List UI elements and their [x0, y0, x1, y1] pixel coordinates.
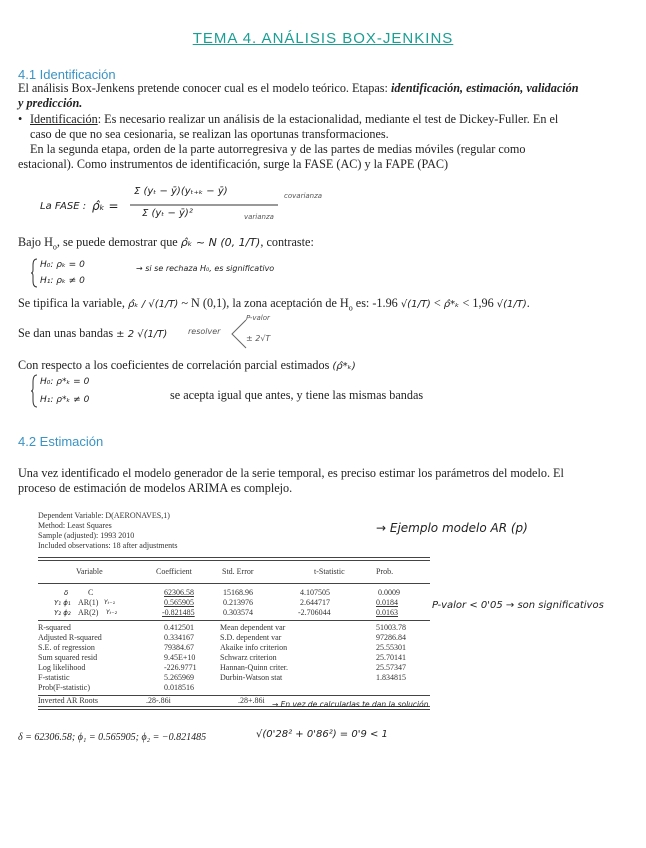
- stat-label: R-squared: [38, 623, 71, 632]
- identificacion-text: : Es necesario realizar un análisis de la estacionalidad, mediante el test de Dickey-Fuller. En el: [97, 112, 559, 126]
- cell-prob: 0.0163: [376, 608, 398, 617]
- tipifica-text-2: ~ N (0,1), la zona aceptación de H: [181, 296, 349, 310]
- fraction-bar: [130, 204, 280, 206]
- column-header: Coefficient: [156, 567, 192, 576]
- cell-variable: AR(1): [78, 598, 99, 607]
- intro-stages-end: y predicción.: [18, 96, 83, 110]
- tipifica-text: Se tipifica la variable,: [18, 296, 125, 310]
- h0-hypothesis: H₀: ρₖ = 0: [40, 260, 85, 270]
- stat-label: Akaike info criterion: [220, 643, 288, 652]
- stat-value: 25.57347: [376, 663, 406, 672]
- handwritten-lag: Yₜ₋₁: [104, 599, 116, 606]
- tipifica-line: [18, 296, 530, 315]
- stats-block: [38, 623, 430, 693]
- stat-value: 0.018516: [164, 683, 194, 692]
- bandas-line: [18, 326, 167, 342]
- stat-value: 0.334167: [164, 633, 194, 642]
- second-stage-text-2: estacional). Como instrumentos de identificación, surge la FASE (AC) y la FAPE (PAC): [18, 157, 449, 171]
- pvalor-annotation: P-valor < 0'05 → son significativos: [432, 600, 604, 611]
- table-row: [38, 598, 430, 608]
- h1-partial-hypothesis: H₁: ρ*ₖ ≠ 0: [40, 395, 90, 405]
- table-header-row: [38, 567, 430, 577]
- stat-label: Sum squared resid: [38, 653, 98, 662]
- bajo-distribution: ρ̂ₖ ~ N (0, 1/T): [180, 236, 261, 249]
- tipifica-lt: <: [433, 296, 441, 310]
- stats-row: [38, 663, 430, 673]
- identificacion-label: Identificación: [30, 112, 98, 126]
- brace-icon: [31, 258, 39, 288]
- stat-label: S.E. of regression: [38, 643, 95, 652]
- handwritten-param: δ: [64, 589, 69, 597]
- stat-value: 25.55301: [376, 643, 406, 652]
- meta-line: Method: Least Squares: [38, 521, 112, 530]
- parcial-line: [18, 358, 356, 374]
- fase-rho: ρ̂ₖ =: [92, 199, 119, 213]
- column-header: t-Statistic: [314, 567, 345, 576]
- cell-variable: C: [88, 588, 94, 597]
- meta-line: Sample (adjusted): 1993 2010: [38, 531, 135, 540]
- stats-row: [38, 623, 430, 633]
- stat-value: 79384.67: [164, 643, 194, 652]
- handwritten-param: Y₁ ϕ₁: [54, 599, 71, 607]
- stat-value: 1.834815: [376, 673, 406, 682]
- stat-label: F-statistic: [38, 673, 70, 682]
- column-header: Prob.: [376, 567, 394, 576]
- bajo-text: Bajo H: [18, 235, 53, 249]
- ejemplo-annotation: → Ejemplo modelo AR (p): [376, 521, 528, 535]
- tipifica-math: ρ̂ₖ / √(1/T): [127, 299, 179, 310]
- identificacion-text-2: caso de que no sea cesionaria, se realizan las oportunas transformaciones.: [30, 127, 389, 141]
- tipifica-math-2: √(1/T): [400, 299, 431, 310]
- h0-partial-hypothesis: H₀: ρ*ₖ = 0: [40, 377, 90, 387]
- stats-row: [38, 683, 430, 693]
- fase-numerator: Σ (yₜ − ȳ)(yₜ₊ₖ − ȳ): [134, 186, 228, 197]
- stats-row: [38, 633, 430, 643]
- stat-label: S.D. dependent var: [220, 633, 282, 642]
- roots-label: Inverted AR Roots: [38, 696, 98, 705]
- page-title: TEMA 4. ANÁLISIS BOX-JENKINS: [192, 30, 454, 47]
- bajo-sub: o: [52, 242, 57, 252]
- stat-value: 5.265969: [164, 673, 194, 682]
- table-row: [38, 608, 430, 618]
- cell-coefficient: 0.565905: [164, 598, 194, 607]
- h1-hypothesis: H₁: ρₖ ≠ 0: [40, 276, 85, 286]
- stat-value: 0.412501: [164, 623, 194, 632]
- table-double-rule: [38, 557, 430, 561]
- parcial-result: se acepta igual que antes, y tiene las mismas bandas: [170, 388, 424, 402]
- resolver-note: resolver: [188, 327, 221, 336]
- tipifica-end: .: [526, 296, 530, 310]
- cell-t-stat: 2.644717: [300, 598, 330, 607]
- stat-label: Mean dependent var: [220, 623, 286, 632]
- stat-label: Adjusted R-squared: [38, 633, 102, 642]
- brace-icon-2: [31, 374, 39, 408]
- bajo-text-2: , se puede demostrar que: [56, 235, 178, 249]
- fase-denominator: Σ (yₜ − ȳ)²: [142, 208, 193, 219]
- stat-value: 51003.78: [376, 623, 406, 632]
- cell-prob: 0.0009: [378, 588, 400, 597]
- tipifica-math-4: √(1/T): [496, 299, 527, 310]
- pvalor-small-note: P-valor: [246, 314, 270, 322]
- stat-label: Prob(F-statistic): [38, 683, 90, 692]
- stat-value: 25.70141: [376, 653, 406, 662]
- bajo-ho-line: [18, 235, 314, 254]
- stat-value: 97286.84: [376, 633, 406, 642]
- intro-text: El análisis Box-Jenkens pretende conocer cual es el modelo teórico. Etapas:: [18, 81, 391, 95]
- cell-coefficient: -0.821485: [162, 608, 195, 617]
- covarianza-note: covarianza: [284, 192, 323, 200]
- eviews-output-table: [38, 511, 430, 710]
- estimacion-paragraph-2: proceso de estimación de modelos ARIMA es complejo.: [18, 481, 293, 495]
- cell-coefficient: 62306.58: [164, 588, 194, 597]
- h0-note: → si se rechaza H₀, es significativo: [136, 264, 275, 273]
- section-heading-estimacion: 4.2 Estimación: [18, 434, 104, 449]
- stats-row: [38, 643, 430, 653]
- estimates-line: δ = 62306.58; ϕ₁ = 0.565905; ϕ₂ = −0.821485: [18, 732, 207, 743]
- root-value: .28-.86i: [146, 696, 171, 705]
- stat-label: Durbin-Watson stat: [220, 673, 283, 682]
- stat-value: -226.9771: [164, 663, 197, 672]
- column-header: Variable: [76, 567, 103, 576]
- chevron-left-icon: [228, 318, 248, 350]
- stat-label: Log likelihood: [38, 663, 86, 672]
- second-stage-text: En la segunda etapa, orden de la parte autorregresiva y de las partes de medias móviles (regular como: [30, 142, 526, 156]
- tipifica-text-4: < 1,96: [462, 296, 494, 310]
- stat-label: Hannan-Quinn criter.: [220, 663, 288, 672]
- parcial-math: (ρ̂*ₖ): [332, 361, 356, 372]
- stat-label: Schwarz criterion: [220, 653, 277, 662]
- cell-variable: AR(2): [78, 608, 99, 617]
- stats-row: [38, 673, 430, 683]
- estimacion-paragraph: Una vez identificado el modelo generador de la serie temporal, es preciso estimar los parámetros del modelo. El: [18, 466, 564, 480]
- handwritten-lag: Yₜ₋₂: [106, 609, 118, 616]
- intro-paragraph: [18, 81, 633, 96]
- cell-std-error: 0.303574: [223, 608, 253, 617]
- meta-line: Dependent Variable: D(AERONAVES,1): [38, 511, 170, 520]
- tipifica-text-3: es: -1.96: [355, 296, 398, 310]
- cell-std-error: 15168.96: [223, 588, 253, 597]
- varianza-note: varianza: [244, 213, 274, 221]
- section-heading-identificacion: 4.1 Identificación: [18, 67, 116, 82]
- table-row: [38, 588, 430, 598]
- cell-t-stat: 4.107505: [300, 588, 330, 597]
- column-header: Std. Error: [222, 567, 254, 576]
- root-value: .28+.86i: [238, 696, 265, 705]
- bullet-marker: •: [18, 112, 23, 126]
- parcial-text: Con respecto a los coeficientes de correlación parcial estimados: [18, 358, 330, 372]
- bandas-math: ± 2 √(1/T): [116, 329, 168, 340]
- cell-t-stat: -2.706044: [298, 608, 331, 617]
- meta-line: Included observations: 18 after adjustments: [38, 541, 178, 550]
- tipifica-math-3: ρ̂*ₖ: [443, 299, 460, 310]
- fase-label: La FASE :: [40, 201, 87, 212]
- pm-2-sqrt-t-note: ± 2√T: [246, 334, 271, 343]
- stat-value: 9.45E+10: [164, 653, 196, 662]
- sqrt-calculation: √(0'28² + 0'86²) = 0'9 < 1: [256, 729, 388, 740]
- stats-row: [38, 653, 430, 663]
- identificacion-bullet: [30, 112, 558, 127]
- intro-stages: identificación, estimación, validación: [390, 81, 579, 95]
- handwritten-param: Y₂ ϕ₂: [54, 609, 71, 617]
- solucion-annotation: → En vez de calcularlas te dan la solución: [272, 700, 429, 709]
- cell-prob: 0.0184: [376, 598, 398, 607]
- tipifica-sub: o: [348, 303, 353, 313]
- bandas-text: Se dan unas bandas: [18, 326, 114, 340]
- cell-std-error: 0.213976: [223, 598, 253, 607]
- regression-meta: [38, 511, 430, 551]
- bajo-text-3: , contraste:: [260, 235, 314, 249]
